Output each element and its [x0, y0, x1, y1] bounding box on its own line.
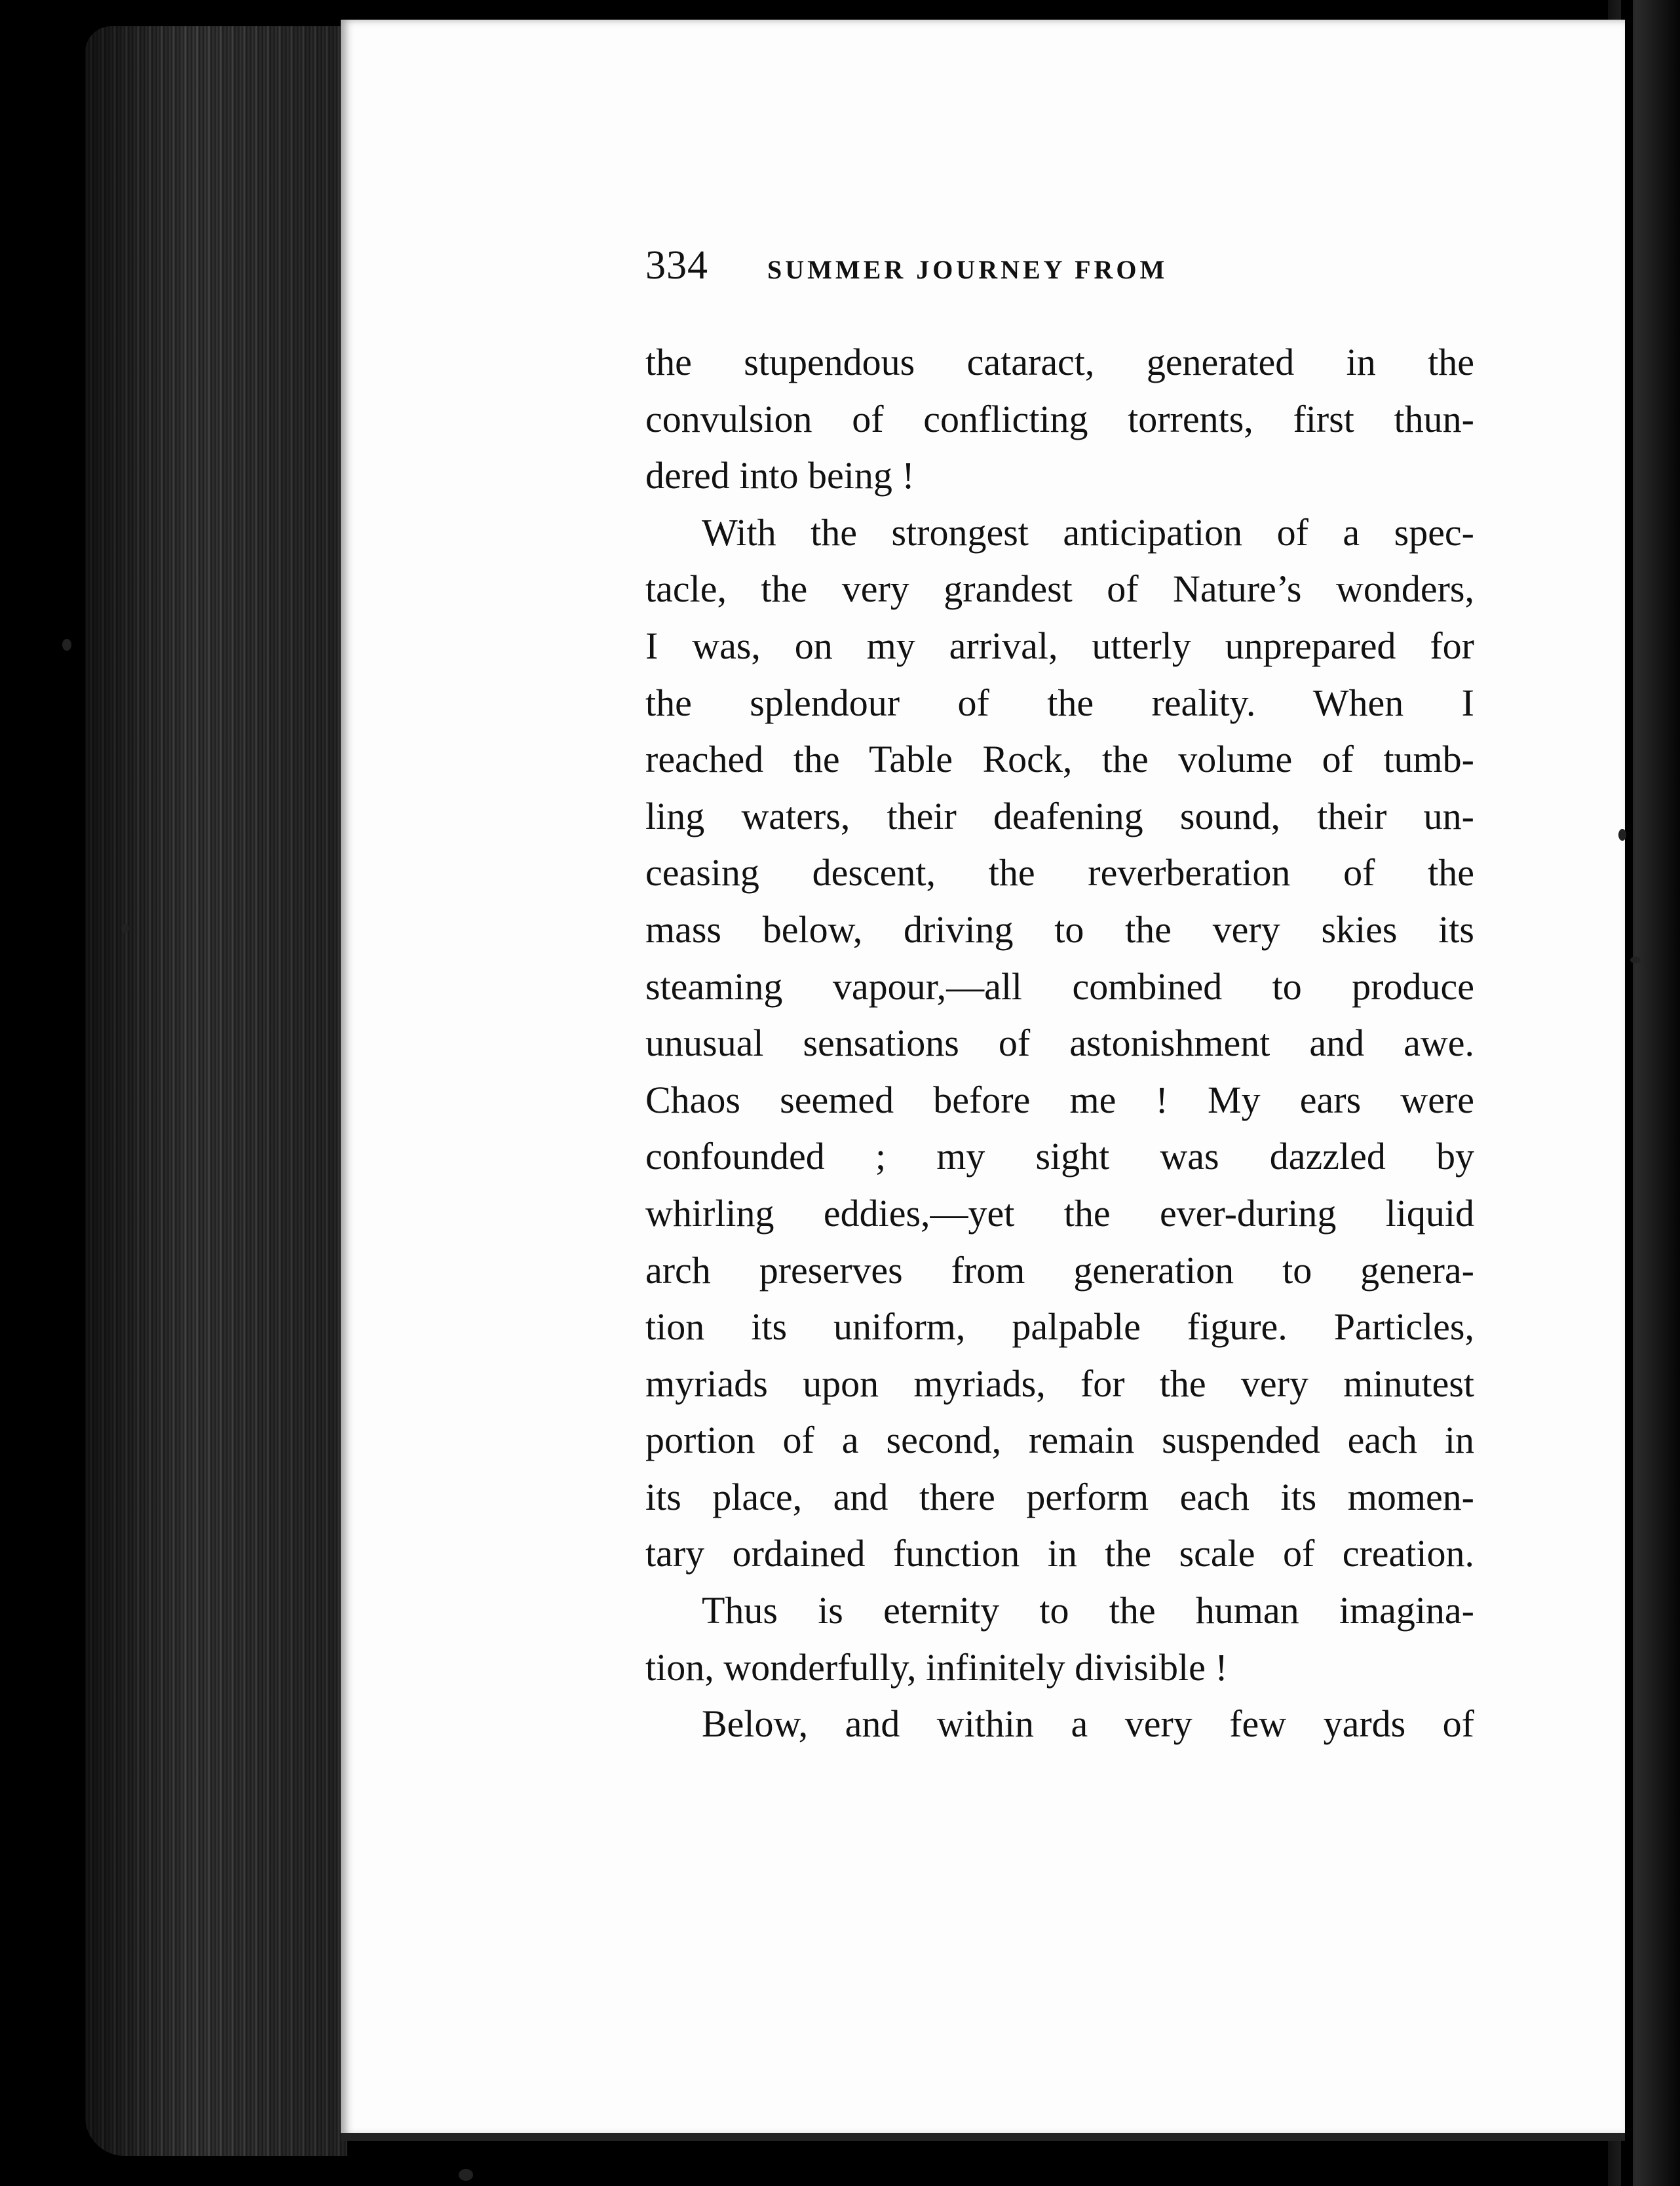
text-line: With the strongest anticipation of a spec-: [702, 510, 1474, 554]
text-line: I was, on my arrival, utterly unprepared for: [645, 624, 1474, 667]
scan-speck: [62, 639, 71, 651]
scan-speck: [459, 2169, 473, 2181]
text-line: convulsion of conflicting torrents, first thun-: [645, 397, 1474, 440]
text-line: its place, and there perform each its momen-: [645, 1475, 1474, 1518]
text-line: steaming vapour,—all combined to produce: [645, 965, 1474, 1008]
page-number: 334: [645, 243, 708, 288]
text-line: ceasing descent, the reverberation of the: [645, 851, 1474, 894]
text-line: confounded ; my sight was dazzled by: [645, 1135, 1474, 1178]
scan-speck: [1630, 957, 1641, 963]
text-line: tary ordained function in the scale of creation.: [645, 1532, 1474, 1575]
text-line: unusual sensations of astonishment and awe.: [645, 1022, 1474, 1065]
text-line: arch preserves from generation to genera-: [645, 1248, 1474, 1292]
text-line: Chaos seemed before me ! My ears were: [645, 1078, 1474, 1121]
text-line: myriads upon myriads, for the very minutest: [645, 1362, 1474, 1405]
text-line: portion of a second, remain suspended each in: [645, 1419, 1474, 1462]
page-edges: [85, 26, 347, 2156]
scan-speck: [121, 924, 129, 933]
text-line: the stupendous cataract, generated in the: [645, 341, 1474, 383]
text-line: ling waters, their deafening sound, their un-: [645, 794, 1474, 837]
scan-speck: [1618, 829, 1626, 841]
running-title: SUMMER JOURNEY FROM: [767, 255, 1168, 284]
text-line: the splendour of the reality. When I: [645, 681, 1474, 724]
text-line: tion, wonderfully, infinitely divisible !: [645, 1645, 1228, 1689]
text-line: tacle, the very grandest of Nature’s wonders,: [645, 567, 1474, 611]
page-text: [645, 242, 1474, 1753]
text-line: Below, and within a very few yards of: [702, 1702, 1474, 1746]
text-line: whirling eddies,—yet the ever-during liquid: [645, 1191, 1474, 1235]
page-bottom-edge: [341, 2133, 1625, 2141]
text-line: mass below, driving to the very skies its: [645, 908, 1474, 951]
text-line: Thus is eternity to the human imagina-: [702, 1589, 1474, 1632]
text-line: tion its uniform, palpable figure. Particles,: [645, 1305, 1474, 1349]
text-line: dered into being !: [645, 454, 915, 497]
running-head: [645, 242, 1474, 334]
text-line: reached the Table Rock, the volume of tumb-: [645, 738, 1474, 781]
